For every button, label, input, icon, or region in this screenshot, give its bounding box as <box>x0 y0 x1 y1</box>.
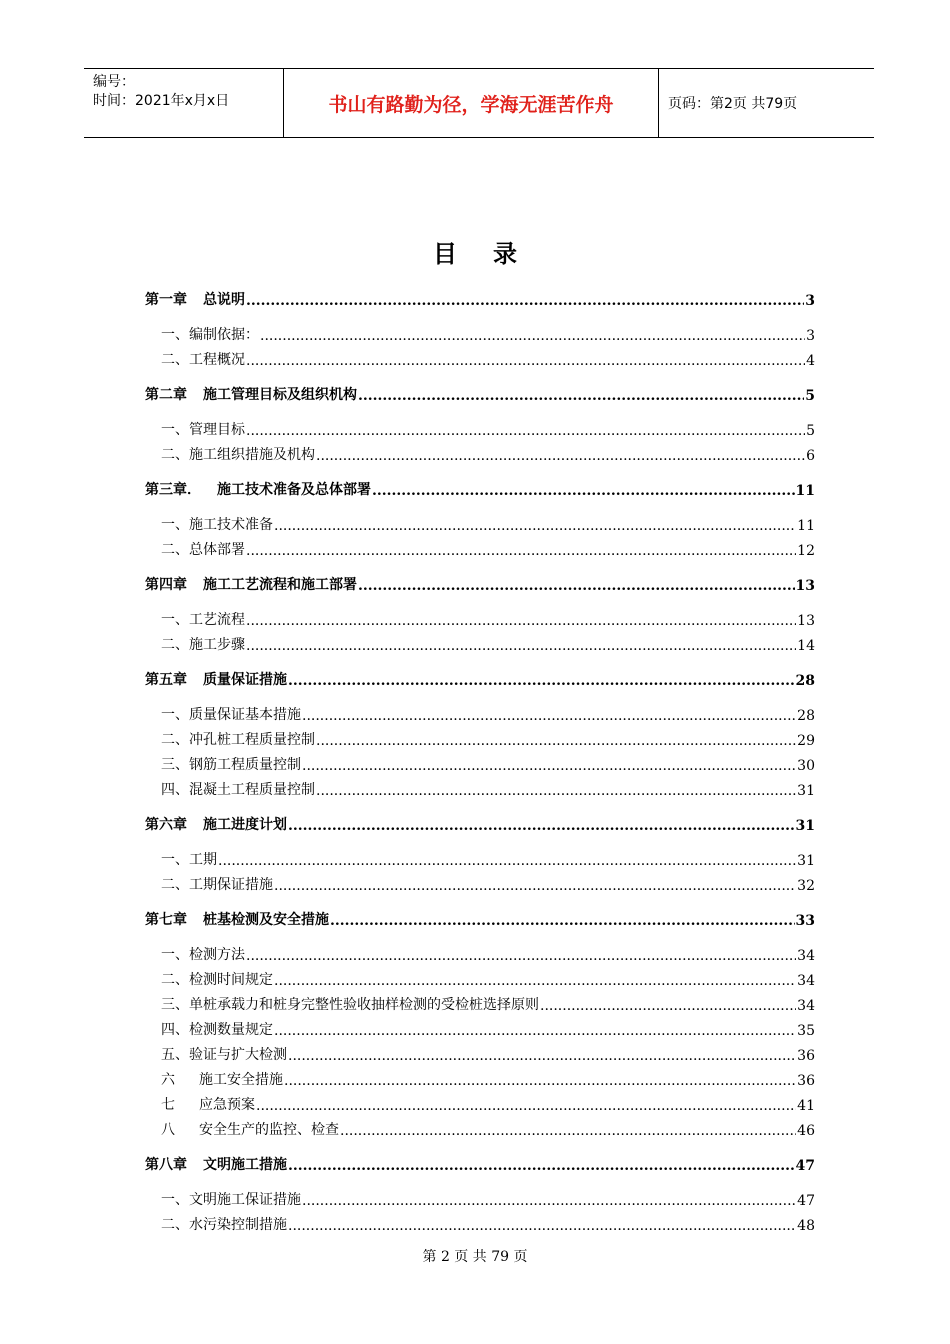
header-motto: 书山有路勤为径，学海无涯苦作舟 <box>284 69 659 137</box>
toc-entry-page: 31 <box>797 783 815 799</box>
toc-entry-title: 施工步骤 <box>189 637 245 653</box>
toc-dot-leader <box>274 518 796 534</box>
toc-entry-title: 施工组织措施及机构 <box>189 447 315 463</box>
toc-entry-number: 二、 <box>161 637 189 653</box>
toc-entry-page: 41 <box>797 1098 815 1114</box>
toc-entry-title: 编制依据： <box>189 327 259 343</box>
toc-entry-title: 总说明 <box>203 292 245 308</box>
toc-entry-number: 第二章 <box>145 387 187 403</box>
toc-entry-page: 12 <box>797 543 815 559</box>
toc-entry-number: 一、 <box>161 517 189 533</box>
toc-entry-page: 33 <box>795 913 815 929</box>
toc-entry-page: 47 <box>795 1158 815 1174</box>
toc-chapter-entry[interactable] <box>145 287 815 309</box>
toc-entry-page: 11 <box>795 483 815 499</box>
toc-entry-page: 11 <box>797 518 815 534</box>
toc-section-entry[interactable] <box>161 702 815 724</box>
toc-dot-leader <box>260 328 805 344</box>
toc-entry-page: 29 <box>797 733 815 749</box>
toc-entry-number: 二、 <box>161 877 189 893</box>
toc-entry-number: 二、 <box>161 1217 189 1233</box>
toc-entry-page: 47 <box>797 1193 815 1209</box>
toc-entry-number: 第三章． <box>145 482 201 498</box>
toc-entry-number: 八 <box>161 1122 175 1138</box>
toc-entry-page: 4 <box>806 353 815 369</box>
page-footer: 第 2 页 共 79 页 <box>422 1249 528 1265</box>
toc-entry-title: 施工工艺流程和施工部署 <box>203 577 357 593</box>
toc-entry-title: 钢筋工程质量控制 <box>189 757 301 773</box>
toc-dot-leader <box>330 913 795 929</box>
toc-section-entry[interactable] <box>161 752 815 774</box>
toc-entry-page: 5 <box>805 388 815 404</box>
toc-section-entry[interactable] <box>161 847 815 869</box>
toc-dot-leader <box>302 708 796 724</box>
toc-entry-title: 混凝土工程质量控制 <box>189 782 315 798</box>
toc-entry-number: 一、 <box>161 707 189 723</box>
toc-entry-number: 一、 <box>161 947 189 963</box>
toc-dot-leader <box>218 853 796 869</box>
toc-entry-title: 桩基检测及安全措施 <box>203 912 329 928</box>
toc-dot-leader <box>288 1158 795 1174</box>
toc-entry-number: 二、 <box>161 447 189 463</box>
toc-entry-number: 四、 <box>161 782 189 798</box>
toc-entry-number: 第八章 <box>145 1157 187 1173</box>
toc-entry-title: 总体部署 <box>189 542 245 558</box>
date-label: 时间：2021年x月x日 <box>93 93 230 109</box>
toc-entry-number: 第一章 <box>145 292 187 308</box>
toc-entry-title: 工期保证措施 <box>189 877 273 893</box>
toc-entry-title: 水污染控制措施 <box>189 1217 287 1233</box>
toc-chapter-entry[interactable] <box>145 667 815 689</box>
toc-section-entry[interactable] <box>161 1017 815 1039</box>
toc-dot-leader <box>274 1023 796 1039</box>
toc-dot-leader <box>256 1098 796 1114</box>
toc-entry-number: 第七章 <box>145 912 187 928</box>
toc-entry-title: 冲孔桩工程质量控制 <box>189 732 315 748</box>
toc-section-entry[interactable] <box>161 992 815 1014</box>
toc-entry-page: 30 <box>797 758 815 774</box>
toc-section-entry[interactable] <box>161 632 815 654</box>
toc-dot-leader <box>246 543 796 559</box>
toc-dot-leader <box>274 973 796 989</box>
toc-entry-title: 施工技术准备 <box>189 517 273 533</box>
toc-entry-page: 36 <box>797 1048 815 1064</box>
toc-chapter-entry[interactable] <box>145 907 815 929</box>
toc-dot-leader <box>246 423 805 439</box>
toc-dot-leader <box>246 293 804 309</box>
toc-entry-number: 一、 <box>161 327 189 343</box>
toc-entry-number: 六 <box>161 1072 175 1088</box>
toc-dot-leader <box>246 638 796 654</box>
toc-section-entry[interactable] <box>161 512 815 534</box>
toc-entry-page: 3 <box>805 293 815 309</box>
toc-section-entry[interactable] <box>161 537 815 559</box>
toc-entry-title: 文明施工保证措施 <box>189 1192 301 1208</box>
toc-entry-page: 32 <box>797 878 815 894</box>
document-header <box>84 68 874 138</box>
toc-section-entry[interactable] <box>161 942 815 964</box>
toc-entry-number: 第五章 <box>145 672 187 688</box>
toc-entry-page: 5 <box>806 423 815 439</box>
toc-section-entry[interactable] <box>161 607 815 629</box>
toc-dot-leader <box>288 1218 796 1234</box>
toc-entry-title: 施工管理目标及组织机构 <box>203 387 357 403</box>
toc-entry-title: 管理目标 <box>189 422 245 438</box>
toc-entry-title: 质量保证基本措施 <box>189 707 301 723</box>
toc-entry-number: 一、 <box>161 852 189 868</box>
toc-chapter-entry[interactable] <box>145 812 815 834</box>
toc-dot-leader <box>246 948 796 964</box>
toc-entry-title: 检测时间规定 <box>189 972 273 988</box>
toc-chapter-entry[interactable] <box>145 382 815 404</box>
serial-number-label: 编号： <box>93 74 135 90</box>
toc-entry-number: 一、 <box>161 612 189 628</box>
toc-entry-title: 施工技术准备及总体部署 <box>217 482 371 498</box>
toc-entry-page: 6 <box>806 448 815 464</box>
toc-entry-number: 第四章 <box>145 577 187 593</box>
toc-dot-leader <box>288 818 795 834</box>
toc-entry-title: 检测数量规定 <box>189 1022 273 1038</box>
toc-entry-title: 施工安全措施 <box>199 1072 283 1088</box>
toc-entry-number: 七 <box>161 1097 175 1113</box>
toc-entry-page: 46 <box>797 1123 815 1139</box>
toc-dot-leader <box>288 673 795 689</box>
toc-title: 目录 <box>433 240 553 268</box>
toc-dot-leader <box>540 998 796 1014</box>
toc-entry-page: 3 <box>806 328 815 344</box>
toc-dot-leader <box>288 1048 796 1064</box>
toc-entry-number: 二、 <box>161 542 189 558</box>
toc-entry-title: 检测方法 <box>189 947 245 963</box>
toc-section-entry[interactable] <box>161 1067 815 1089</box>
toc-section-entry[interactable] <box>161 1187 815 1209</box>
toc-section-entry[interactable] <box>161 777 815 799</box>
toc-dot-leader <box>372 483 795 499</box>
toc-entry-page: 14 <box>797 638 815 654</box>
toc-entry-title: 验证与扩大检测 <box>189 1047 287 1063</box>
toc-entry-number: 四、 <box>161 1022 189 1038</box>
toc-chapter-entry[interactable] <box>145 572 815 594</box>
toc-entry-number: 二、 <box>161 352 189 368</box>
toc-entry-number: 三、 <box>161 757 189 773</box>
toc-section-entry[interactable] <box>161 1042 815 1064</box>
toc-entry-page: 34 <box>797 973 815 989</box>
toc-entry-number: 一、 <box>161 422 189 438</box>
toc-dot-leader <box>302 758 796 774</box>
toc-entry-page: 28 <box>795 673 815 689</box>
toc-dot-leader <box>246 353 805 369</box>
toc-dot-leader <box>316 733 796 749</box>
toc-dot-leader <box>340 1123 796 1139</box>
toc-dot-leader <box>246 613 796 629</box>
toc-section-entry[interactable] <box>161 967 815 989</box>
toc-entry-page: 35 <box>797 1023 815 1039</box>
toc-section-entry[interactable] <box>161 1117 815 1139</box>
toc-entry-page: 31 <box>795 818 815 834</box>
toc-entry-number: 一、 <box>161 1192 189 1208</box>
toc-section-entry[interactable] <box>161 417 815 439</box>
toc-entry-page: 36 <box>797 1073 815 1089</box>
toc-entry-title: 单桩承载力和桩身完整性验收抽样检测的受检桩选择原则 <box>189 997 539 1013</box>
toc-entry-title: 质量保证措施 <box>203 672 287 688</box>
toc-entry-page: 34 <box>797 948 815 964</box>
toc-section-entry[interactable] <box>161 1092 815 1114</box>
toc-entry-number: 二、 <box>161 972 189 988</box>
toc-entry-page: 13 <box>797 613 815 629</box>
toc-entry-page: 48 <box>797 1218 815 1234</box>
toc-entry-page: 28 <box>797 708 815 724</box>
toc-entry-number: 二、 <box>161 732 189 748</box>
toc-dot-leader <box>302 1193 796 1209</box>
toc-entry-page: 34 <box>797 998 815 1014</box>
toc-section-entry[interactable] <box>161 322 815 344</box>
toc-entry-title: 施工进度计划 <box>203 817 287 833</box>
toc-dot-leader <box>358 578 795 594</box>
toc-entry-page: 31 <box>797 853 815 869</box>
toc-entry-page: 13 <box>795 578 815 594</box>
header-page-info: 页码：第2页 共79页 <box>668 96 798 112</box>
toc-entry-title: 文明施工措施 <box>203 1157 287 1173</box>
toc-dot-leader <box>316 783 796 799</box>
toc-dot-leader <box>284 1073 796 1089</box>
toc-dot-leader <box>316 448 805 464</box>
toc-chapter-entry[interactable] <box>145 1152 815 1174</box>
toc-entry-title: 工程概况 <box>189 352 245 368</box>
toc-section-entry[interactable] <box>161 1212 815 1234</box>
toc-dot-leader <box>358 388 804 404</box>
toc-section-entry[interactable] <box>161 442 815 464</box>
toc-entry-number: 第六章 <box>145 817 187 833</box>
toc-entry-title: 工期 <box>189 852 217 868</box>
toc-section-entry[interactable] <box>161 872 815 894</box>
toc-entry-title: 工艺流程 <box>189 612 245 628</box>
toc-entry-title: 安全生产的监控、检查 <box>199 1122 339 1138</box>
toc-dot-leader <box>274 878 796 894</box>
toc-section-entry[interactable] <box>161 727 815 749</box>
toc-chapter-entry[interactable] <box>145 477 815 499</box>
toc-section-entry[interactable] <box>161 347 815 369</box>
header-meta-cell <box>84 69 284 137</box>
toc-entry-title: 应急预案 <box>199 1097 255 1113</box>
toc-entry-number: 五、 <box>161 1047 189 1063</box>
toc-entry-number: 三、 <box>161 997 189 1013</box>
